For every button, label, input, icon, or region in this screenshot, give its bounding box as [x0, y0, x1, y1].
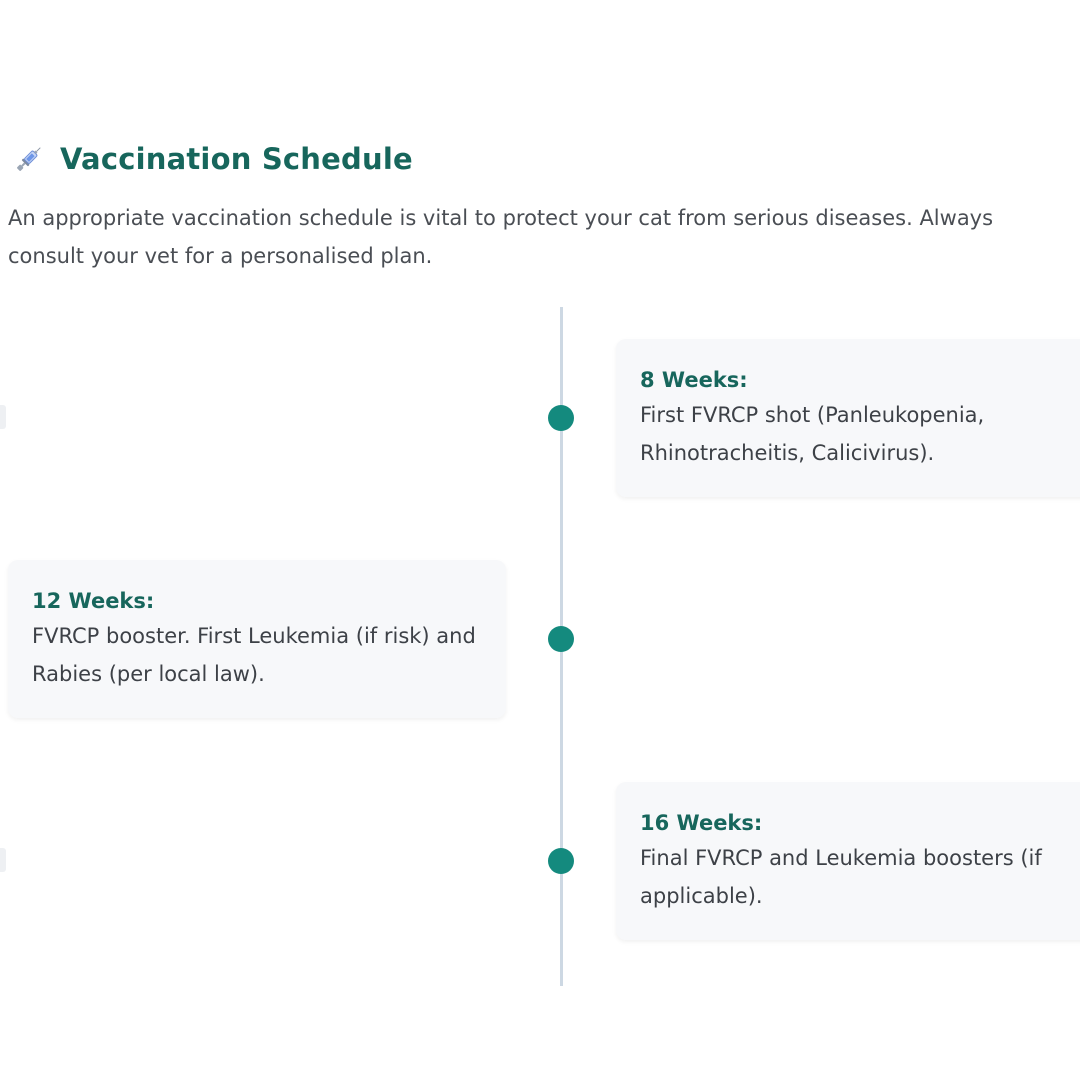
timeline-dot: [548, 405, 574, 431]
card-title: 12 Weeks:: [32, 589, 155, 613]
timeline-card-16-weeks: [616, 782, 1080, 940]
timeline-card-12-weeks: [8, 560, 506, 718]
timeline-dot: [548, 626, 574, 652]
edge-marker: [0, 405, 6, 429]
edge-marker: [0, 848, 6, 872]
timeline-card-8-weeks: [616, 339, 1080, 497]
card-text: Final FVRCP and Leukemia boosters (if applicable).: [640, 846, 1042, 908]
card-text: FVRCP booster. First Leukemia (if risk) and Rabies (per local law).: [32, 624, 476, 686]
timeline-dot: [548, 848, 574, 874]
card-text: First FVRCP shot (Panleukopenia, Rhinotracheitis, Calicivirus).: [640, 403, 985, 465]
section-title: Vaccination Schedule: [60, 142, 413, 176]
vaccination-timeline: [0, 307, 1080, 987]
syringe-icon: [12, 142, 46, 176]
section-intro: An appropriate vaccination schedule is vital to protect your cat from serious diseases. Always consult your vet for a personalised plan.: [8, 206, 994, 268]
card-title: 8 Weeks:: [640, 368, 748, 392]
section-header: [12, 142, 413, 176]
card-title: 16 Weeks:: [640, 811, 763, 835]
